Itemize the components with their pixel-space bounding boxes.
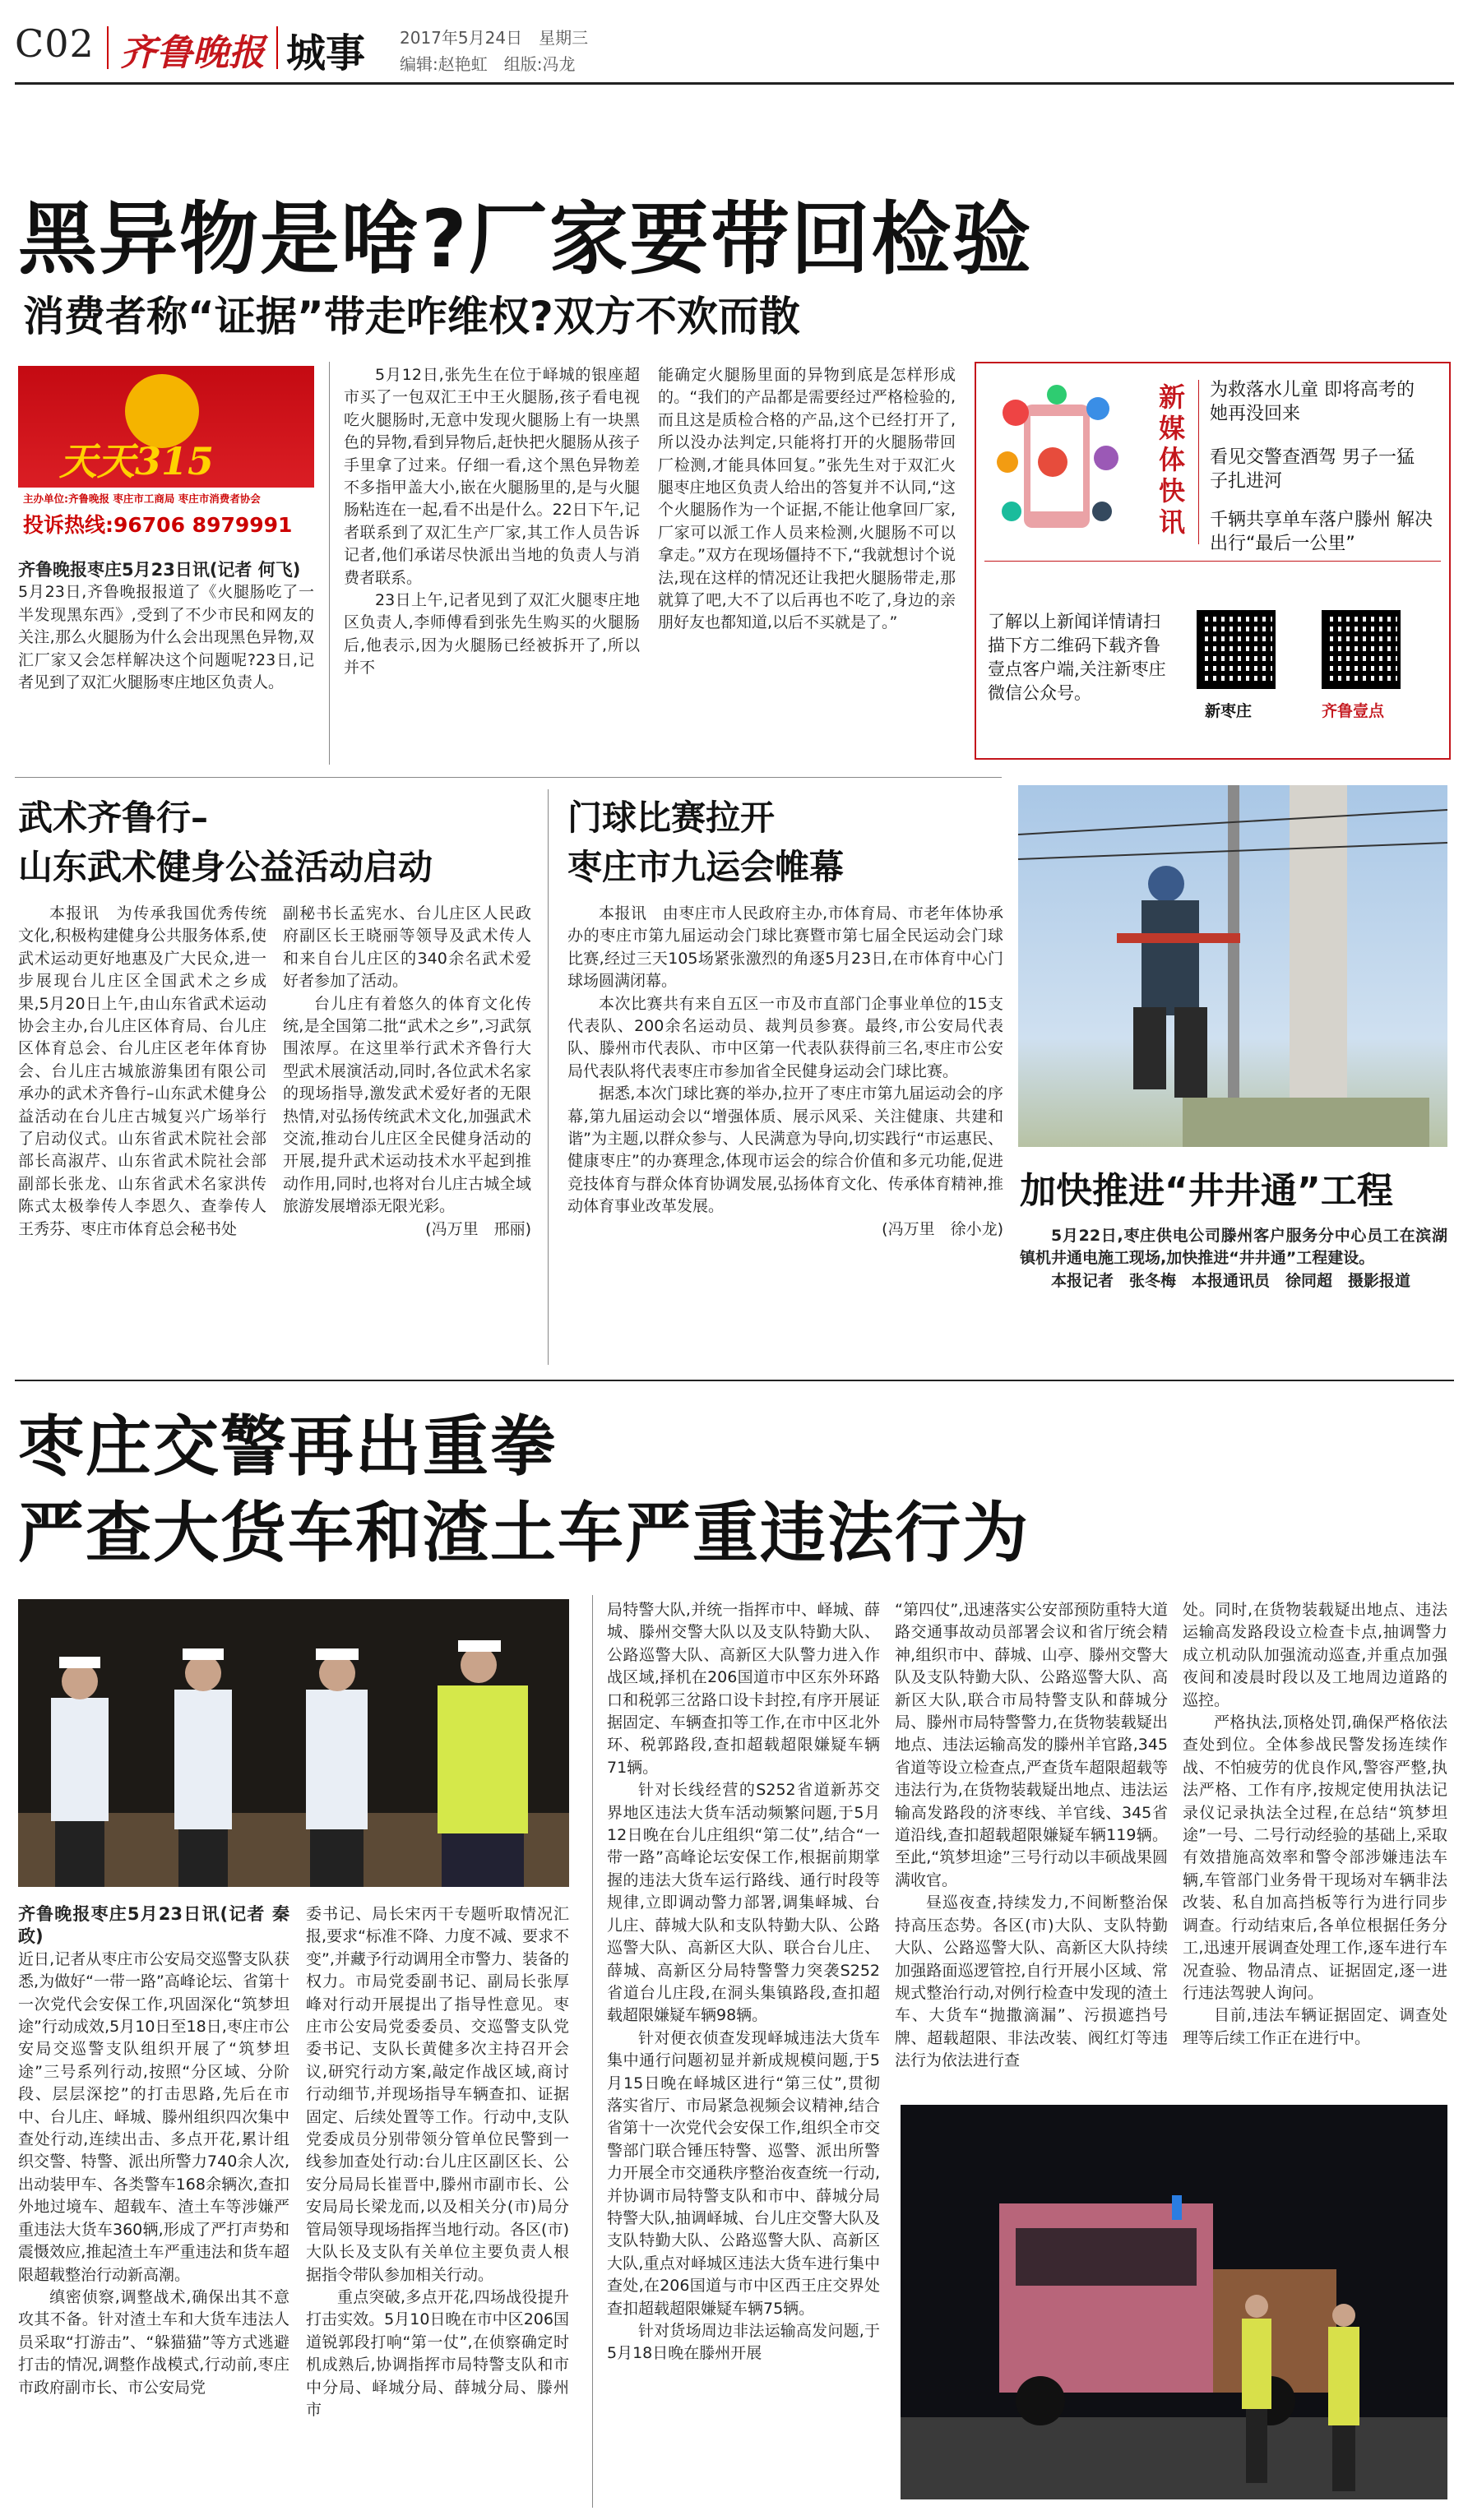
ad-hotline: 投诉热线:96706 8979991 [23,513,293,537]
ad-logo-text: 天天315 [59,439,215,483]
lead-paragraph-2: 5月12日,张先生在位于峄城的银座超市买了一包双汇王中王火腿肠,孩子看电视吃火腿肠时,无意中发现火腿肠上有一块黑色的异物,看到异物后,赶快把火腿肠从孩子手里拿了过来。仔细一看,这个黑色异物差不多指甲盖大小,嵌在火腿肠里的,是与火腿肠粘连在一起,看不出是什么。22日下午,记者联系到了双汇生产厂家,其工作人员告诉记者,他们承诺尽快派出当地的负责人与消费者联系。 [344,366,640,587]
truck-inspection-illustration [901,2105,1447,2499]
lead-column-2 [344,364,640,765]
new-media-hrule [984,561,1441,562]
menqiu-title-line1: 门球比赛拉开 [567,798,776,838]
wushu-paragraph-2: 副秘书长孟宪水、台儿庄区人民政府副区长王晓丽等领导及武术传人和来自台儿庄区的340余名武术爱好者参加了活动。 [283,904,531,991]
menqiu-headline [567,793,844,892]
traffic-paragraph-10: 昼巡夜查,持续发力,不间断整治保持高压态势。各区(市)大队、支队特勤大队、公路巡警大队、高新区大队持续加强路面巡逻管控,自行开展小区域、常规式整治行动,对例行检查中发现的渣土车、大货车“抛撒滴漏”、污损遮挡号牌、超载超限、非法改装、阀红灯等违法行为依法进行查 [895,1893,1168,2070]
new-media-divider [1198,380,1199,544]
traffic-paragraph-12: 严格执法,顶格处罚,确保严格依法查处到位。全体参战民警发扬连续作战、不怕疲劳的优良作风,警容严整,执法严格、工作有序,按规定使用执法记录仪记录执法全过程,在总结“筑梦坦途”一号、二号行动经验的基础上,采取有效措施高效率和警令部涉嫌违法车辆,车管部门业务骨干现场对车辆非法改装、私自加高挡板等行为进行同步调查。行动结束后,各单位根据任务分工,迅速开展调查处理工作,逐车进行车况查验、物品清点、证据固定,逐一进行违法驾驶人询问。 [1183,1713,1447,2002]
traffic-paragraph-8: 针对货场周边非法运输高发问题,于5月18日晚在滕州开展 [607,2322,880,2363]
truck-photo [901,2105,1447,2499]
new-media-item-3[interactable]: 千辆共享单车落户滕州 解决出行“最后一公里” [1210,510,1433,554]
qr-label-2: 齐鲁壹点 [1322,702,1385,720]
masthead-divider [276,26,278,69]
traffic-column-3 [607,1599,880,2499]
wushu-paragraph-1: 本报讯 为传承我国优秀传统文化,积极构建健身公共服务体系,使武术运动更好地惠及广大民众,进一步展现台儿庄区全国武术之乡成果,5月20日上午,由山东省武术运动协会主办,台儿庄区体育局、台儿庄区体育总会、台儿庄区老年体育协会、台儿庄古城旅游集团有限公司承办的武术齐鲁行–山东武术健身公益活动在台儿庄古城复兴广场举行了启动仪式。山东省武术院社会部部长高淑芹、山东省武术院社会部副部长张龙、山东省武术名家洪传陈式太极拳传人李恩久、查拳传人王秀芬、枣庄市体育总会秘书处 [18,904,266,1238]
qr-code-qilu-yidian[interactable] [1322,610,1401,689]
editors: 编辑:赵艳虹 组版:冯龙 [400,54,576,74]
menqiu-paragraph-1: 本报讯 由枣庄市人民政府主办,市体育局、市老年体协承办的枣庄市第九届运动会门球比赛暨市第七届全民运动会门球比赛,经过三天105场紧张激烈的角逐5月23日,在市体育中心门球场圆满闭幕。 [567,904,1003,991]
lead-headline: 黑异物是啥?厂家要带回检验 [18,193,1033,285]
ad-sponsors: 主办单位:齐鲁晚报 枣庄市工商局 枣庄市消费者协会 [23,492,261,505]
jingjing-caption-text: 5月22日,枣庄供电公司滕州客户服务分中心员工在滨湖镇机井通电施工现场,加快推进“井井通”工程建设。 [1020,1227,1447,1268]
section-rule [15,777,1002,778]
paper-name: 齐鲁晚报 [120,32,265,74]
wushu-title-line2: 山东武术健身公益活动启动 [18,847,433,887]
wushu-title-line1: 武术齐鲁行– [18,798,209,838]
lead-paragraph-4: 能确定火腿肠里面的异物到底是怎样形成的。“我们的产品都是需要经过严格检验的,而且这是质检合格的产品,这个已经打开了,所以没办法判定,只能将打开的火腿肠带回厂检测,才能具体回复。”张先生对于双汇火腿枣庄地区负责人给出的答复并不认同,“这个火腿肠作为一个证据,不能让他拿回厂家,厂家可以派工作人员来检测,火腿肠不可以拿走。”双方在现场僵持不下,“我就想讨个说法,现在这样的情况还让我把火腿肠带走,那就算了吧,大不了以后再也不吃了,身边的亲朋好友也都知道,以后不买就是了。” [658,366,956,632]
new-media-item-2[interactable]: 看见交警查酒驾 男子一猛子扎进河 [1210,447,1415,492]
masthead-divider [107,26,109,69]
column-rule [592,1595,593,2508]
traffic-paragraph-2: 缜密侦察,调整战术,确保出其不意攻其不备。针对渣土车和大货车违法人员采取“打游击”、“躲猫猫”等方式逃避打击的情况,调整作战模式,行动前,枣庄市政府副市长、市公安局党 [18,2287,289,2397]
qr-label-1: 新枣庄 [1205,702,1253,720]
lead-byline: 齐鲁晚报枣庄5月23日讯(记者 何飞) [18,560,301,580]
worker-on-pole-illustration [1018,785,1447,1147]
traffic-paragraph-11: 处。同时,在货物装载疑出地点、违法运输高发路段设立检查卡点,抽调警力成立机动队加强流动巡查,并重点加强夜间和凌晨时段以及工地周边道路的巡控。 [1183,1601,1447,1709]
masthead [15,18,1454,84]
menqiu-column [567,903,1003,1363]
new-media-promo: 了解以上新闻详情请扫描下方二维码下载齐鲁壹点客户端,关注新枣庄微信公众号。 [988,612,1166,703]
traffic-paragraph-6: 针对长线经营的S252省道新苏交界地区违法大货车活动频繁问题,于5月12日晚在台儿庄组织“第二仗”,结合“一带一路”高峰论坛安保工作,根据前期掌握的违法大货车运行路线、通行时段等规律,立即调动警力部署,调集峄城、台儿庄、薛城大队和支队特勤大队、公路巡警大队、高新区大队、联合台儿庄、薛城、高新区分局特警警力突袭S252省道台儿庄段,在洞头集镇路段,查扣超载超限嫌疑车辆98辆。 [607,1781,880,2025]
jingjing-caption [1020,1225,1447,1365]
menqiu-paragraph-2: 本次比赛共有来自五区一市及市直部门企事业单位的15支代表队、200余名运动员、裁判员参赛。最终,市公安局代表队、滕州市代表队、市中区第一代表队获得前三名,枣庄市公安局代表队将代表枣庄市参加省全民健身运动会门球比赛。 [567,994,1003,1080]
section-name: 城事 [286,30,366,76]
phone-social-icons [991,380,1123,544]
issue-date: 2017年5月24日 星期三 [400,28,589,48]
menqiu-credit: (冯万里 徐小龙) [882,1219,1003,1238]
traffic-paragraph-4: 重点突破,多点开花,四场战役提升打击实效。5月10日晚在市中区206国道锐郭段打响“第一仗”,在侦察确定时机成熟后,协调指挥市局特警支队和市中分局、峄城分局、薛城分局、滕州市 [306,2287,569,2419]
header-rule [15,82,1454,85]
jingjing-credit: 本报记者 张冬梅 本报通讯员 徐同超 摄影报道 [1051,1271,1411,1290]
menqiu-title-line2: 枣庄市九运会帷幕 [567,847,845,887]
new-media-item-1[interactable]: 为救落水儿童 即将高考的她再没回来 [1210,380,1415,424]
traffic-paragraph-5: 局特警大队,并统一指挥市中、峄城、薛城、滕州交警大队以及支队特勤大队、公路巡警大队、高新区大队警力进入作战区域,择机在206国道市中区东外环路口和税郭三岔路口设卡封控,有序开展证据固定、车辆查扣等工作,在市中区北外环、税郭路段,查扣超载超限嫌疑车辆71辆。 [607,1601,880,1777]
traffic-column-2 [306,1903,569,2495]
traffic-paragraph-13: 目前,违法车辆证据固定、调查处理等后续工作正在进行中。 [1183,2006,1447,2047]
ad-315 [18,366,314,539]
traffic-headline-1: 枣庄交警再出重拳 [18,1408,558,1485]
lead-column-3 [658,364,956,765]
jingjing-photo [1018,785,1447,1147]
police-officers-illustration [18,1599,569,1887]
column-rule [548,789,549,1365]
column-rule [329,362,330,765]
new-media-title: 新媒体快讯 [1159,381,1186,538]
traffic-column-5 [1183,1599,1447,2092]
phone-illustration [991,380,1123,544]
traffic-byline: 齐鲁晚报枣庄5月23日讯(记者 秦政) [18,1904,289,1947]
wushu-headline [18,793,433,892]
wushu-paragraph-3: 台儿庄有着悠久的体育文化传统,是全国第二批“武术之乡”,习武氛围浓厚。在这里举行武术齐鲁行大型武术展演活动,同时,各位武术名家的现场指导,激发武术爱好者的无限热情,对弘扬传统武术文化,加强武术交流,推动台儿庄区全民健身活动的开展,提升武术运动技术水平起到推动作用,同时,也将对台儿庄古城全域旅游发展增添无限光彩。 [283,994,531,1216]
wushu-credit: (冯万里 邢丽) [425,1219,531,1238]
traffic-paragraph-9: “第四仗”,迅速落实公安部预防重特大道路交通事故动员部署会议和省厅统会精神,组织市中、薛城、山亭、滕州交警大队及支队特勤大队、公路巡警大队、高新区大队,联合市局特警支队和薛城分局、滕州市局特警警力,在货物装载疑出地点、违法运输高发的滕州羊官路,345省道等设立检查点,严查货车超限超载等违法行为,在货物装载疑出地点、违法运输高发路段的济枣线、羊官线、345省道沿线,查扣超载超限嫌疑车辆119辆。至此,“筑梦坦途”三号行动以丰硕战果圆满收官。 [895,1601,1168,1889]
lead-subhead: 消费者称“证据”带走咋维权?双方不欢而散 [23,293,800,340]
traffic-column-4 [895,1599,1168,2092]
section-rule [15,1380,1454,1381]
wushu-column-1 [18,903,266,1363]
traffic-headline-2: 严查大货车和渣土车严重违法行为 [18,1495,1030,1571]
traffic-paragraph-1: 近日,记者从枣庄市公安局交巡警支队获悉,为做好“一带一路”高峰论坛、省第十一次党代会安保工作,巩固深化“筑梦坦途”行动成效,5月10日至18日,枣庄市公安局交巡警支队组织开展了“筑梦坦途”三号系列行动,按照“分区域、分阶段、层层深挖”的打击思路,先后在市中、台儿庄、峄城、滕州组织四次集中查处行动,连续出击、多点开花,累计组织交警、特警、派出所警力740余人次,出动装甲车、各类警车168余辆次,查扣外地过境车、超载车、渣土车等涉嫌严重违法大货车360辆,形成了严打声势和震慑效应,推起渣土车严重违法和货车超限超载整治行动新高潮。 [18,1949,289,2284]
qr-code-xinzaozhuang[interactable] [1197,610,1276,689]
police-photo [18,1599,569,1887]
traffic-paragraph-7: 针对便衣侦查发现峄城违法大货车集中通行问题初显并新成规模问题,于5月15日晚在峄城区进行“第三仗”,贯彻落实省厅、市局紧急视频会议精神,结合省第十一次党代会安保工作,组织全市交警部门联合锤压特警、巡警、派出所警力开展全市交通秩序整治夜查统一行动,并协调市局特警支队和市中、薛城分局特警大队,抽调峄城、台儿庄交警大队及支队特勤大队、公路巡警大队、高新区大队,重点对峄城区违法大货车进行集中查处,在206国道与市中区西王庄交界处查扣超载超限嫌疑车辆75辆。 [607,2028,880,2318]
traffic-paragraph-3: 委书记、局长宋丙干专题听取情况汇报,要求“标准不降、力度不减、要求不变”,并藏予行动调用全市警力、装备的权力。市局党委副书记、副局长张厚峰对行动开展提出了指导性意见。枣庄市公安局党委委员、交巡警支队党委书记、支队长黄健多次主持召开会议,研究行动方案,敲定作战区域,商讨行动细节,并现场指导车辆查扣、证据固定、后续处置等工作。行动中,支队党委成员分别带领分管单位民警到一线参加查处行动:台儿庄区副区长、公安分局局长崔晋中,滕州市副市长、公安局局长梁龙而,以及相关分(市)局分管局领导现场指挥当地行动。各区(市)大队长及支队有关单位主要负责人根据指令带队参加相关行动。 [306,1905,569,2284]
page-number: C02 [15,21,95,66]
wushu-column-2 [283,903,531,1363]
lead-column-1 [18,559,314,765]
lead-paragraph-1: 5月23日,齐鲁晚报报道了《火腿肠吃了一半发现黑东西》,受到了不少市民和网友的关注,那么火腿肠为什么会出现黑色异物,双汇厂家又会怎样解决这个问题呢?23日,记者见到了双汇火腿肠枣庄地区负责人。 [18,583,314,692]
lead-paragraph-3: 23日上午,记者见到了双汇火腿枣庄地区负责人,李师傅看到张先生购买的火腿肠后,他表示,因为火腿肠已经被拆开了,所以并不 [344,591,640,677]
jingjing-caption-title: 加快推进“井井通”工程 [1020,1170,1393,1212]
traffic-column-1 [18,1903,289,2495]
new-media-box [975,362,1451,760]
menqiu-paragraph-3: 据悉,本次门球比赛的举办,拉开了枣庄市第九届运动会的序幕,第九届运动会以“增强体质、展示风采、关注健康、共建和谐”为主题,以群众参与、人民满意为导向,切实践行“市运惠民、健康枣庄”的办赛理念,体现市运会的综合价值和多元功能,促进竞技体育与群众体育协调发展,弘扬体育文化、传承体育精神,推动体育事业改革发展。 [567,1084,1003,1216]
